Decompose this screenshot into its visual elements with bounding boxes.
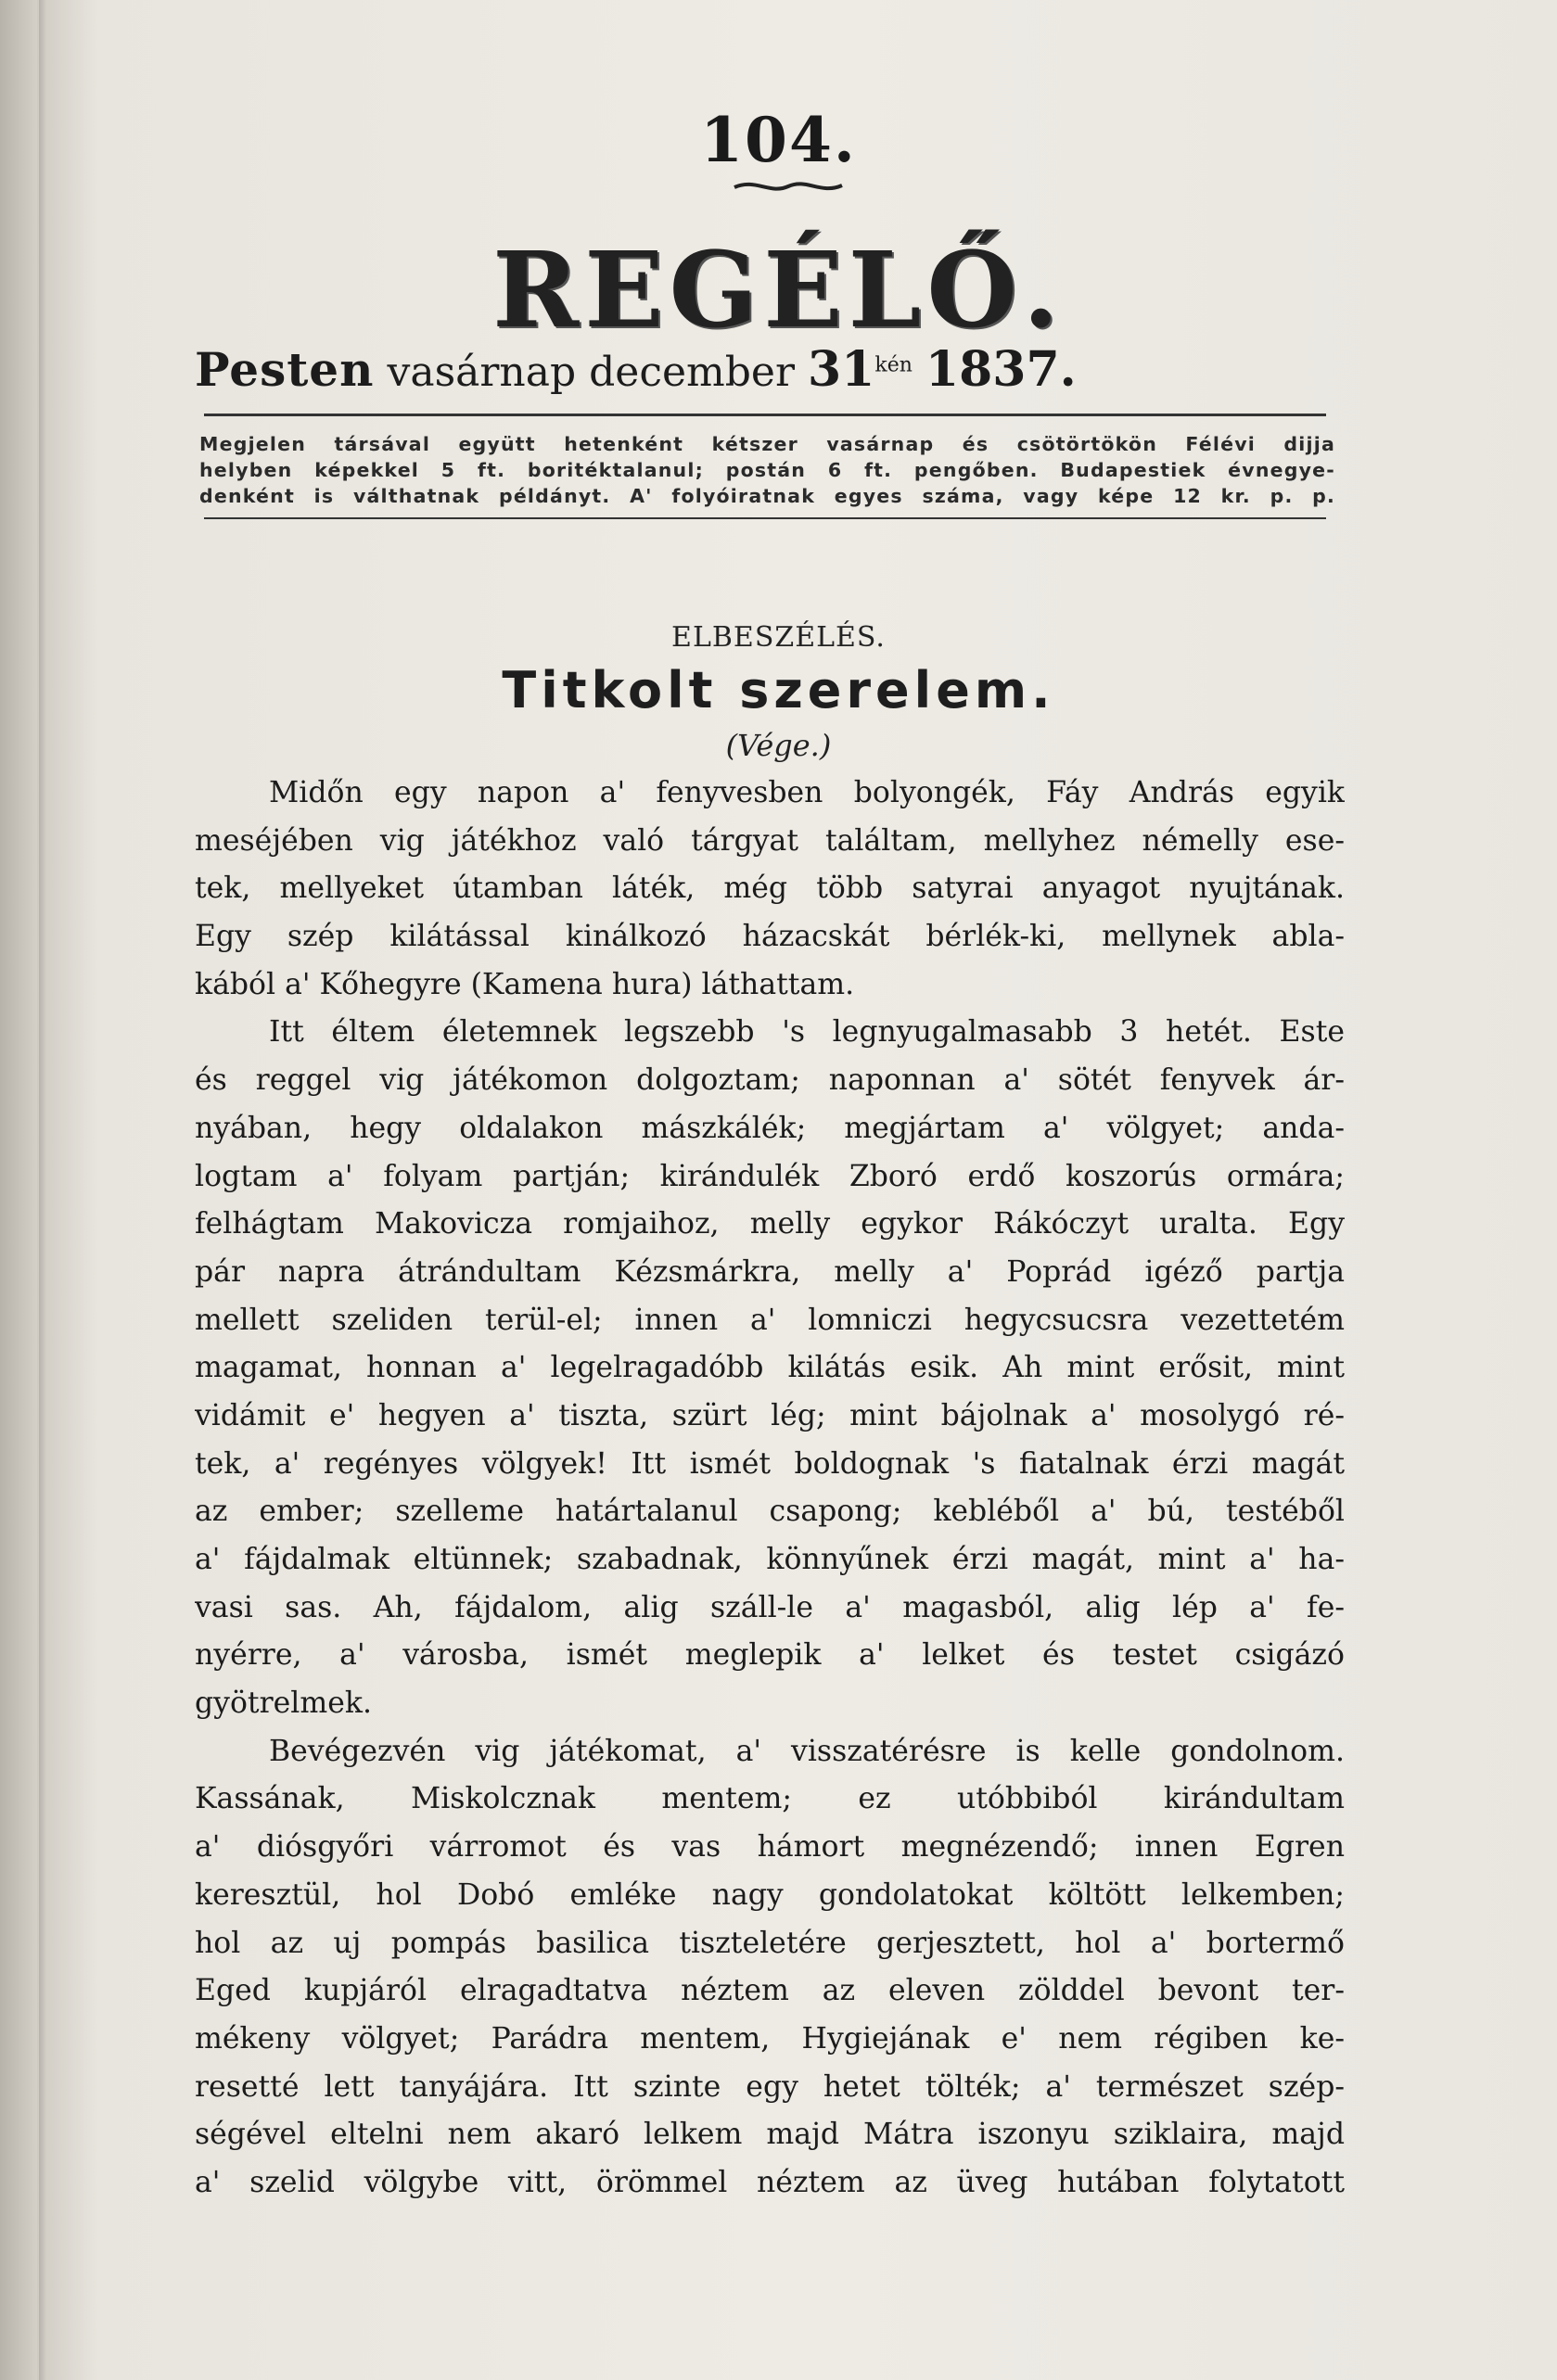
- gutter-shadow: [39, 0, 46, 2380]
- header-rule-top: [204, 414, 1326, 416]
- body-line: az ember; szelleme határtalanul csapong; kebléből a' bú, testéből: [195, 1495, 1345, 1529]
- body-line: pár napra átrándultam Kézsmárkra, melly a' Poprád igéző partja: [195, 1254, 1345, 1289]
- body-line: Kassának, Miskolcznak mentem; ez utóbbiból kirándultam: [195, 1782, 1345, 1816]
- dateline-city: Pesten: [195, 342, 375, 397]
- section-heading: ELBESZÉLÉS.: [671, 621, 886, 654]
- notice-line: Megjelen társával együtt hetenként kétszer vasárnap és csötörtökön Félévi dijja: [199, 433, 1335, 455]
- body-line: meséjében vig játékhoz való tárgyat találtam, mellyhez némelly ese-: [195, 823, 1345, 858]
- body-line: magamat, honnan a' legelragadóbb kilátás esik. Ah mint erősit, mint: [195, 1351, 1345, 1385]
- dateline-year: 1837.: [925, 341, 1077, 398]
- book-spine: [0, 0, 37, 2380]
- body-line: a' diósgyőri várromot és vas hámort megnézendő; innen Egren: [195, 1830, 1345, 1865]
- dateline-day: 31: [808, 341, 875, 398]
- body-line: kából a' Kőhegyre (Kamena hura) láthattam.: [195, 967, 855, 1001]
- body-line: vasi sas. Ah, fájdalom, alig száll-le a' magasból, alig lép a' fe-: [195, 1590, 1345, 1624]
- body-line: ségével eltelni nem akaró lelkem majd Mátra iszonyu sziklaira, majd: [195, 2118, 1345, 2152]
- header-rule-bottom: [204, 517, 1326, 519]
- body-line: Eged kupjáról elragadtatva néztem az eleven zölddel bevont ter-: [195, 1974, 1345, 2008]
- body-line: nyérre, a' városba, ismét meglepik a' lelket és testet csigázó: [195, 1638, 1345, 1673]
- dateline-text: vasárnap december: [387, 349, 795, 396]
- body-line: Itt éltem életemnek legszebb 's legnyugalmasabb 3 hetét. Este: [269, 1015, 1345, 1050]
- subscription-notice: [199, 431, 1335, 509]
- body-line: Egy szép kilátással kinálkozó házacskát bérlék-ki, mellynek abla-: [195, 920, 1345, 954]
- ornament-swash: [733, 176, 844, 197]
- body-line: hol az uj pompás basilica tiszteletére gerjesztett, hol a' bortermő: [195, 1926, 1345, 1960]
- article-subtitle: (Vége.): [725, 728, 832, 763]
- body-line: Midőn egy napon a' fenyvesben bolyongék, Fáy András egyik: [269, 776, 1345, 809]
- article-body: [195, 770, 1345, 2208]
- body-line: keresztül, hol Dobó emléke nagy gondolatokat költött lelkemben;: [195, 1877, 1345, 1912]
- article-title: Titkolt szerelem.: [502, 661, 1055, 719]
- body-line: a' szelid völgybe vitt, örömmel néztem az üveg hutában folytatott: [195, 2165, 1345, 2199]
- body-line: és reggel vig játékomon dolgoztam; naponnan a' sötét fenyvek ár-: [195, 1063, 1345, 1098]
- body-line: vidámit e' hegyen a' tiszta, szürt lég; mint bájolnak a' mosolygó ré-: [195, 1398, 1345, 1432]
- body-line: gyötrelmek.: [195, 1686, 372, 1721]
- body-line: felhágtam Makovicza romjaihoz, melly egykor Rákóczyt uralta. Egy: [195, 1207, 1345, 1241]
- issue-number: 104.: [700, 104, 857, 176]
- body-line: nyában, hegy oldalakon mászkálék; megjártam a' völgyet; anda-: [195, 1111, 1345, 1145]
- dateline: [195, 341, 1345, 398]
- notice-line: denként is válthatnak példányt. A' folyóiratnak egyes száma, vagy képe 12 kr. p. p.: [199, 485, 1335, 507]
- masthead-title: REGÉLŐ.: [492, 230, 1065, 351]
- dateline-day-suffix: kén: [874, 353, 913, 377]
- body-line: a' fájdalmak eltünnek; szabadnak, könnyűnek érzi magát, mint a' ha-: [195, 1543, 1345, 1576]
- body-line: tek, mellyeket útamban láték, még több satyrai anyagot nyujtának.: [195, 872, 1345, 906]
- body-line: mellett szeliden terül-el; innen a' lomniczi hegycsucsra vezettetém: [195, 1303, 1345, 1337]
- body-line: logtam a' folyam partján; kirándulék Zboró erdő koszorús ormára;: [195, 1159, 1345, 1193]
- body-line: tek, a' regényes völgyek! Itt ismét boldognak 's fiatalnak érzi magát: [195, 1446, 1345, 1481]
- body-line: mékeny völgyet; Parádra mentem, Hygiejának e' nem régiben ke-: [195, 2021, 1345, 2055]
- notice-line: helyben képekkel 5 ft. boritéktalanul; postán 6 ft. pengőben. Budapestiek évnegye-: [199, 459, 1335, 481]
- body-line: resetté lett tanyájára. Itt szinte egy hetet tölték; a' természet szép-: [195, 2069, 1345, 2104]
- body-line: Bevégezvén vig játékomat, a' visszatérésre is kelle gondolnom.: [269, 1734, 1345, 1768]
